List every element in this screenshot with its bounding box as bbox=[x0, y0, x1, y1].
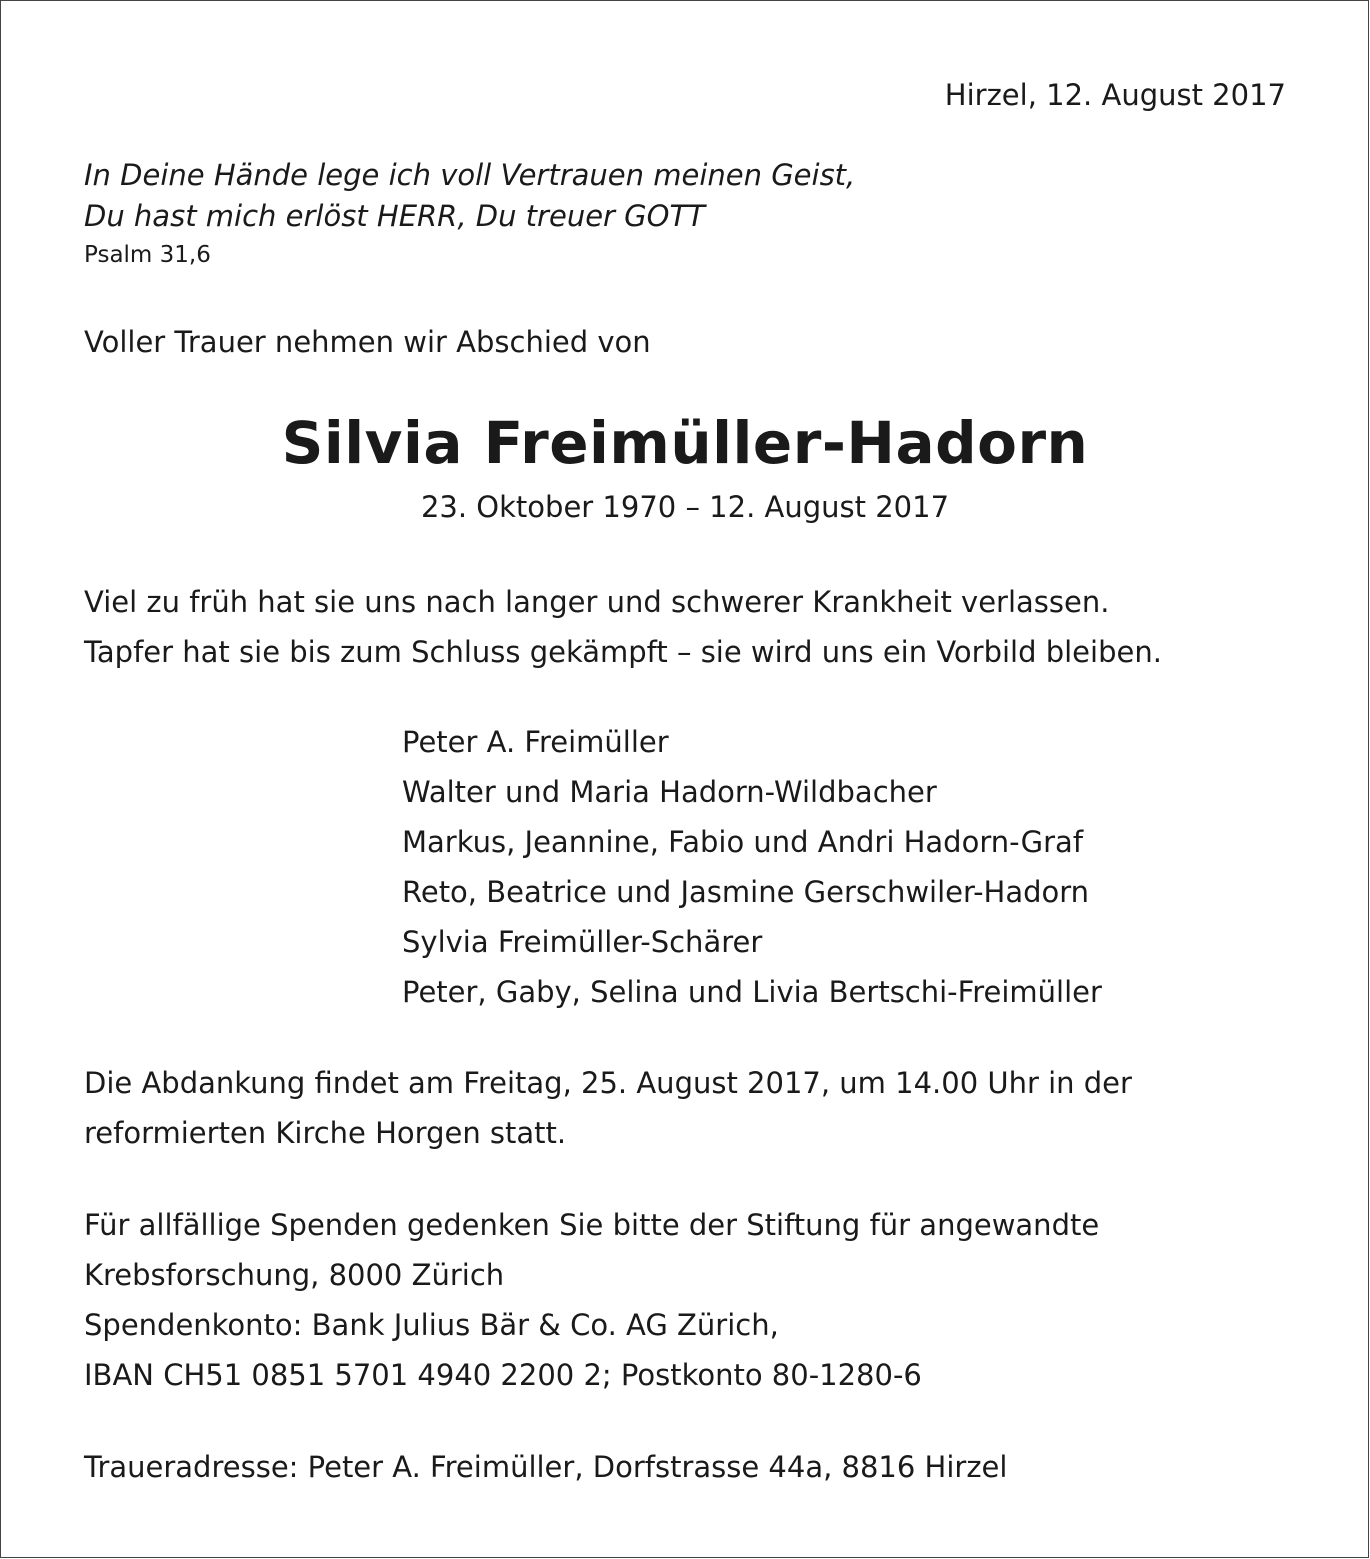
place-date: Hirzel, 12. August 2017 bbox=[944, 78, 1286, 112]
verse-line: In Deine Hände lege ich voll Vertrauen meinen Geist, bbox=[84, 158, 856, 192]
tribute-text bbox=[84, 577, 1162, 677]
mourner-entry: Markus, Jeannine, Fabio und Andri Hadorn-Graf bbox=[402, 825, 1084, 859]
mourner-entry: Walter und Maria Hadorn-Wildbacher bbox=[402, 775, 937, 809]
funeral-service-info bbox=[84, 1058, 1132, 1158]
tribute-line: Viel zu früh hat sie uns nach langer und schwerer Krankheit verlassen. bbox=[84, 585, 1110, 619]
bible-verse bbox=[84, 155, 855, 237]
donation-info bbox=[84, 1200, 1099, 1400]
mourner-entry: Reto, Beatrice und Jasmine Gerschwiler-Hadorn bbox=[402, 875, 1090, 909]
service-line: Die Abdankung findet am Freitag, 25. August 2017, um 14.00 Uhr in der bbox=[84, 1066, 1132, 1100]
service-line: reformierten Kirche Horgen statt. bbox=[84, 1116, 567, 1150]
donation-line: Für allfällige Spenden gedenken Sie bitte der Stiftung für angewandte bbox=[84, 1208, 1100, 1242]
verse-reference: Psalm 31,6 bbox=[84, 242, 211, 268]
mourning-address: Traueradresse: Peter A. Freimüller, Dorfstrasse 44a, 8816 Hirzel bbox=[84, 1450, 1008, 1484]
mourners-list bbox=[402, 717, 1102, 1017]
tribute-line: Tapfer hat sie bis zum Schluss gekämpft – sie wird uns ein Vorbild bleiben. bbox=[84, 635, 1162, 669]
life-dates: 23. Oktober 1970 – 12. August 2017 bbox=[420, 490, 950, 524]
mourner-entry: Peter, Gaby, Selina und Livia Bertschi-Freimüller bbox=[402, 975, 1102, 1009]
donation-line: Spendenkonto: Bank Julius Bär & Co. AG Zürich, bbox=[84, 1308, 779, 1342]
donation-line: Krebsforschung, 8000 Zürich bbox=[84, 1258, 505, 1292]
donation-line: IBAN CH51 0851 5701 4940 2200 2; Postkonto 80-1280-6 bbox=[84, 1358, 922, 1392]
mourner-entry: Sylvia Freimüller-Schärer bbox=[402, 925, 763, 959]
deceased-name: Silvia Freimüller-Hadorn bbox=[281, 409, 1089, 477]
verse-line: Du hast mich erlöst HERR, Du treuer GOTT bbox=[84, 199, 705, 233]
mourner-entry: Peter A. Freimüller bbox=[402, 725, 669, 759]
intro-text: Voller Trauer nehmen wir Abschied von bbox=[84, 325, 651, 359]
